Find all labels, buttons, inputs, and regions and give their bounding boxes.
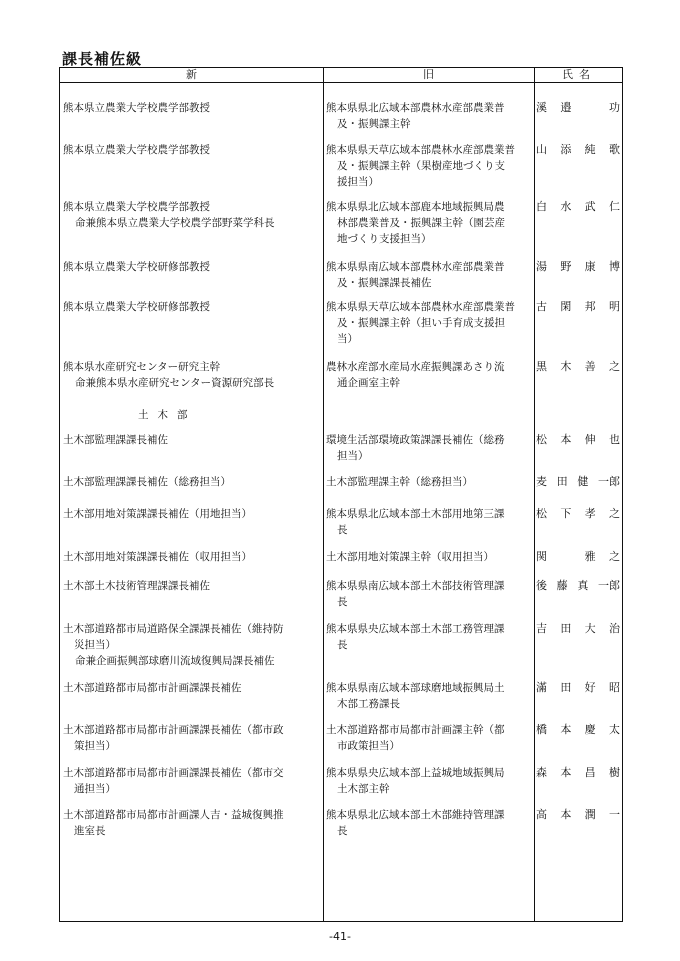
old-position-cell [326,578,531,610]
name-character: 健 [577,475,589,488]
header-old: 旧 [423,68,434,81]
name-character: 一 [608,808,620,821]
new-position-line: 熊本県水産研究センター研究主幹 [63,361,221,373]
name-character: 博 [608,260,620,273]
old-position-line: 熊本県県央広域本部土木部工務管理課 [326,623,505,635]
old-position-line: 援担当） [337,176,379,188]
name-character: 明 [608,300,620,313]
name-character: 昭 [608,681,620,694]
new-position-cell [63,621,319,669]
person-name-cell [536,807,620,823]
old-position-line: 熊本県県北広域本部鹿本地域振興局農 [326,201,505,213]
old-position-line: 熊本県県北広域本部土木部維持管理課 [326,809,505,821]
name-character: 之 [608,360,620,373]
name-character: 本 [560,433,572,446]
name-character: 水 [560,200,572,213]
name-character: 邦 [584,300,596,313]
name-character: 歌 [608,143,620,156]
name-character: 山 [536,143,547,156]
name-character: 潤 [584,808,596,821]
name-character: 松 [536,507,547,520]
name-character: 滿 [536,681,547,694]
new-position-line: 土木部道路都市局都市計画課人吉・益城復興推 [63,809,284,821]
old-position-line: 及・振興課課長補佐 [337,277,432,289]
name-character: 大 [584,622,596,635]
old-position-cell [326,359,531,391]
new-position-line: 土木部道路都市局都市計画課課長補佐（都市政 [63,724,284,736]
old-position-cell [326,549,531,565]
old-position-line: 熊本県県央広域本部上益城地域振興局 [326,767,505,779]
name-character: 本 [560,723,572,736]
old-position-line: 木部工務課長 [337,698,400,710]
person-name-cell [536,680,620,696]
name-character: 関 [536,550,547,563]
person-name-cell [536,100,620,116]
personnel-table [59,67,623,922]
name-character: 伸 [584,433,596,446]
old-position-line: 熊本県県南広域本部土木部技術管理課 [326,580,505,592]
old-position-line: 土木部道路都市局都市計画課主幹（都 [326,724,505,736]
name-character: 閑 [560,300,572,313]
new-position-line: 土木部道路都市局都市計画課課長補佐 [63,682,242,694]
name-character: 慶 [584,723,596,736]
name-character: 之 [608,550,620,563]
name-character: 武 [584,200,596,213]
name-character: 昌 [584,766,596,779]
old-position-line: 及・振興課主幹 [337,118,411,130]
name-character: 田 [560,622,572,635]
old-position-cell [326,259,531,291]
new-position-line: 熊本県立農業大学校農学部教授 [63,144,210,156]
new-position-cell [63,142,319,158]
old-position-cell [326,432,531,464]
old-position-line: 土木部監理課主幹（総務担当） [326,476,473,488]
name-character: 治 [608,622,620,635]
old-position-line: 土木部主幹 [337,783,390,795]
new-position-line: 命兼企画振興部球磨川流域復興局課長補佐 [75,655,275,667]
new-position-cell [63,359,319,391]
name-character: 古 [536,300,547,313]
old-position-cell [326,100,531,132]
name-character: 吉 [536,622,547,635]
name-character: 麦 [536,475,547,488]
person-name-cell [536,474,620,490]
new-position-line: 熊本県立農業大学校研修部教授 [63,261,210,273]
old-position-line: 当） [337,333,358,345]
page-number: -41- [329,930,351,943]
name-character: 善 [584,360,596,373]
new-position-line: 土木部用地対策課課長補佐（収用担当） [63,551,252,563]
new-position-line: 土木部土木技術管理課課長補佐 [63,580,210,592]
person-name-cell [536,259,620,275]
name-character: 松 [536,433,547,446]
header-new: 新 [186,68,197,81]
name-character [560,549,571,565]
new-position-line: 土木部用地対策課課長補佐（用地担当） [63,508,252,520]
person-name-cell [536,765,620,781]
old-position-cell [326,621,531,653]
old-position-cell [326,765,531,797]
new-position-cell [63,722,319,754]
old-position-cell [326,722,531,754]
old-position-line: 熊本県県南広域本部球磨地域振興局土 [326,682,505,694]
name-character: 後 [536,579,547,592]
person-name-cell [536,506,620,522]
name-character: 橋 [536,723,547,736]
name-character: 本 [560,808,572,821]
old-position-cell [326,142,531,190]
new-position-line: 進室長 [74,825,106,837]
name-character: 藤 [556,579,568,592]
name-character: 雅 [584,550,596,563]
old-position-line: 土木部用地対策課主幹（収用担当） [326,551,494,563]
new-position-line: 熊本県立農業大学校農学部教授 [63,201,210,213]
new-position-line: 熊本県立農業大学校研修部教授 [63,301,210,313]
name-character: 之 [608,507,620,520]
person-name-cell [536,199,620,215]
name-character: 本 [560,766,572,779]
old-position-cell [326,506,531,538]
name-character: 溪 [536,101,547,114]
new-position-cell [63,259,319,275]
person-name-cell [536,621,620,637]
old-position-line: 熊本県県天草広域本部農林水産部農業普 [326,301,515,313]
name-character: 田 [556,475,568,488]
old-position-line: 通企画室主幹 [337,377,400,389]
new-position-cell [63,100,319,116]
name-character: 功 [608,101,620,114]
name-character: 純 [584,143,596,156]
new-position-line: 命兼熊本県水産研究センター資源研究部長 [75,377,275,389]
person-name-cell [536,359,620,375]
old-position-cell [326,299,531,347]
old-position-line: 熊本県県南広域本部農林水産部農業普 [326,261,505,273]
new-position-line: 策担当） [74,740,116,752]
old-position-cell [326,680,531,712]
old-position-line: 長 [337,639,348,651]
new-position-cell [63,432,319,448]
section-heading-civil: 土木部 [138,409,197,421]
new-position-line: 土木部道路都市局道路保全課課長補佐（維持防 [63,623,284,635]
header-divider [60,82,622,83]
old-position-line: 及・振興課主幹（担い手育成支援担 [337,317,505,329]
name-character: 高 [536,808,547,821]
new-position-cell [63,299,319,315]
new-position-cell [63,765,319,797]
old-position-line: 農林水産部水産局水産振興課あさり流 [326,361,505,373]
page-title: 課長補佐級 [62,50,143,68]
old-position-line: 熊本県県北広域本部土木部用地第三課 [326,508,505,520]
name-character: 康 [584,260,596,273]
name-character: 樹 [608,766,620,779]
old-position-line: 及・振興課主幹（果樹産地づくり支 [337,160,505,172]
old-position-line: 林部農業普及・振興課主幹（園芸産 [337,217,505,229]
header-name: 氏名 [562,68,596,81]
person-name-cell [536,549,620,565]
new-position-line: 災担当） [74,639,116,651]
name-character: 森 [536,766,547,779]
new-position-line: 通担当） [74,783,116,795]
new-position-cell [63,474,319,490]
old-position-cell [326,199,531,247]
person-name-cell [536,578,620,594]
old-position-line: 担当） [337,450,369,462]
new-position-line: 土木部監理課課長補佐 [63,434,168,446]
name-character: 湯 [536,260,547,273]
old-position-line: 長 [337,825,348,837]
column-divider [534,68,535,921]
name-character: 真 [577,579,589,592]
new-position-line: 土木部道路都市局都市計画課課長補佐（都市交 [63,767,284,779]
name-character: 野 [560,260,572,273]
old-position-line: 環境生活部環境政策課課長補佐（総務 [326,434,505,446]
name-character: 下 [560,507,572,520]
name-character: 黒 [536,360,547,373]
name-character: 一郎 [597,475,620,488]
column-divider [323,68,324,921]
new-position-line: 土木部監理課課長補佐（総務担当） [63,476,231,488]
name-character: 也 [608,433,620,446]
old-position-line: 長 [337,524,348,536]
new-position-cell [63,680,319,696]
name-character [585,100,596,116]
name-character: 添 [560,143,572,156]
new-position-line: 熊本県立農業大学校農学部教授 [63,102,210,114]
new-position-cell [63,199,319,231]
new-position-cell [63,549,319,565]
name-character: 孝 [584,507,596,520]
person-name-cell [536,299,620,315]
new-position-cell [63,578,319,594]
new-position-line: 命兼熊本県立農業大学校農学部野菜学科長 [75,217,275,229]
old-position-line: 熊本県県北広域本部農林水産部農業普 [326,102,505,114]
name-character: 白 [536,200,547,213]
new-position-cell [63,506,319,522]
old-position-line: 地づくり支援担当） [337,233,432,245]
person-name-cell [536,142,620,158]
name-character: 太 [608,723,620,736]
person-name-cell [536,432,620,448]
name-character: 好 [584,681,596,694]
old-position-line: 熊本県県天草広域本部農林水産部農業普 [326,144,515,156]
old-position-line: 市政策担当） [337,740,400,752]
name-character: 田 [560,681,572,694]
old-position-cell [326,474,531,490]
name-character: 仁 [608,200,620,213]
old-position-line: 長 [337,596,348,608]
new-position-cell [63,807,319,839]
name-character: 木 [560,360,572,373]
name-character: 邉 [560,101,572,114]
name-character: 一郎 [597,579,620,592]
old-position-cell [326,807,531,839]
person-name-cell [536,722,620,738]
